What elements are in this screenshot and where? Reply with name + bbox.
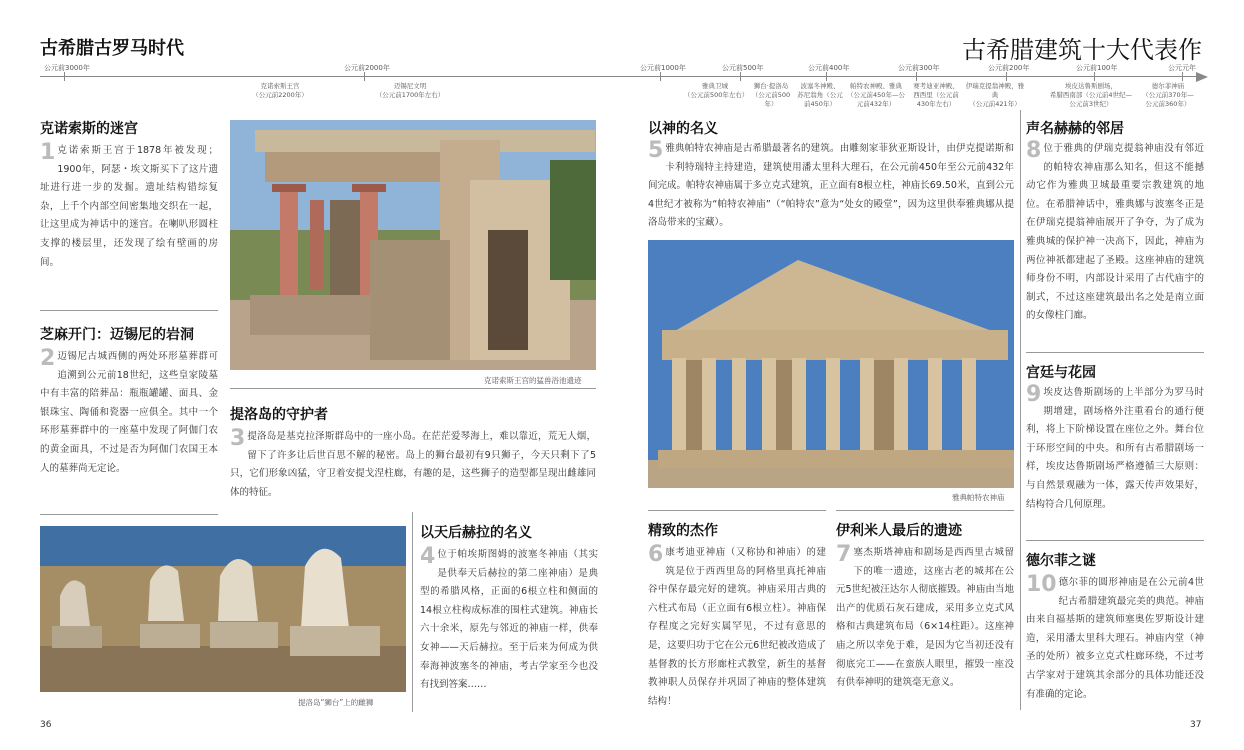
article-title: 声名赫赫的邻居: [1026, 121, 1124, 137]
timeline-event: 克诺索斯王宫 （公元前2200年）: [252, 82, 308, 99]
timeline-arrow-icon: [1196, 72, 1208, 82]
article-number: 7: [836, 542, 852, 567]
photo-caption: 克诺索斯王宫的猛兽浴池遗迹: [484, 376, 582, 385]
article-body: 10 德尔菲的圆形神庙是在公元前4世纪古希腊建筑最完美的典范。神庙由来自福基斯的建筑师塞奥佐罗斯设计建造，采用潘太里科大理石。神庙内堂（神圣的处所）被多立克式柱廊环绕，不过考古学家对于建筑其余部分的具体功能还没有准确的定论。: [1026, 572, 1204, 700]
timeline-tick-label: 公元前300年: [898, 64, 940, 72]
photo-caption: 提洛岛“狮台”上的雌狮: [298, 698, 374, 707]
article-body: 5 雅典帕特农神庙是古希腊最著名的建筑。由雕刻家菲狄亚斯设计，由伊克提诺斯和卡利特瑞特主持建造，建筑使用潘太里科大理石，在公元前450年至公元前432年间完成。帕特农神庙属于多立克式建筑，正立面有8根立柱，神庙长69.50米，直到公元4世纪才被称为“帕特农神庙”（“帕特农”意为“处女的殿堂”，因为这里供奉雅典娜从提洛岛带来的宝藏）。: [648, 138, 1014, 229]
delos-lions-photo: [40, 526, 406, 692]
article-number: 6: [648, 542, 664, 567]
article-body: 1 克诺索斯王宫于1878年被发现；1900年，阿瑟・埃文斯买下了这片遗址进行进一步的发掘。遗址结构错综复杂，上千个内部空间密集地交织在一起，让这里成为神话中的迷宫。在喇叭形圆柱支撑的楼层里，还发现了绘有壁画的房间。: [40, 140, 218, 268]
article-title: 以天后赫拉的名义: [420, 525, 532, 541]
timeline-tick: [660, 72, 661, 81]
divider: [1026, 540, 1204, 541]
photo-caption: 雅典帕特农神庙: [952, 493, 1005, 502]
knossos-photo: [230, 120, 596, 370]
timeline-event: 德尔菲神庙 （公元前370年—公元前360年）: [1142, 82, 1194, 108]
page-number-left: 36: [40, 720, 52, 730]
timeline-event: 伊瑞克提翁神殿，雅典 （公元前421年）: [965, 82, 1025, 108]
article-number: 3: [230, 426, 246, 451]
article-title: 克诺索斯的迷宫: [40, 121, 138, 137]
timeline-event: 帕特农神殿、雅典 （公元前450年—公元前432年）: [847, 82, 905, 108]
article-number: 5: [648, 138, 664, 163]
timeline-tick-label: 公元前100年: [1076, 64, 1118, 72]
timeline-tick: [364, 72, 365, 81]
divider: [40, 310, 218, 311]
timeline-event: 迈锡尼文明 （公元前1700年左右）: [375, 82, 445, 99]
timeline-tick: [740, 72, 741, 81]
divider: [836, 510, 1014, 511]
article-number: 9: [1026, 382, 1042, 407]
article-number: 10: [1026, 572, 1057, 597]
timeline-tick: [1094, 72, 1095, 81]
timeline-axis: [40, 76, 1200, 77]
article-body: 9 埃皮达鲁斯剧场的上半部分为罗马时期增建，剧场格外注重看台的通行便利，将上下阶梯设置在座位之外。舞台位于环形空间的中央。和所有古希腊剧场一样，埃皮达鲁斯剧场严格遵循三大原则：与自然景观融为一体，露天传声效果好，结构符合几何原理。: [1026, 382, 1204, 510]
divider: [230, 388, 596, 389]
left-section-title: 古希腊古罗马时代: [40, 38, 184, 59]
timeline-tick-label: 公元前2000年: [344, 64, 390, 72]
divider: [40, 514, 218, 515]
timeline-event: 雅典卫城 （公元前500年左右）: [684, 82, 749, 99]
article-number: 4: [420, 544, 436, 569]
article-title: 以神的名义: [648, 121, 718, 137]
timeline-event: 赛考迪亚神殿、 西西里（公元前430年左右）: [913, 82, 959, 108]
timeline-event: 埃皮达鲁斯剧场， 希腊西南部（公元前4世纪—公元前3世纪）: [1049, 82, 1133, 108]
article-number: 2: [40, 346, 56, 371]
article-title: 芝麻开门：迈锡尼的岩洞: [40, 327, 194, 343]
timeline-tick-label: 公元前1000年: [640, 64, 686, 72]
timeline-tick: [1182, 72, 1183, 81]
divider: [1026, 352, 1204, 353]
page-number-right: 37: [1190, 720, 1202, 730]
article-title: 伊利米人最后的遗迹: [836, 523, 962, 539]
timeline-tick-label: 公元前500年: [722, 64, 764, 72]
right-section-title: 古希腊建筑十大代表作: [962, 36, 1202, 64]
timeline-tick: [826, 72, 827, 81]
article-body: 4 位于帕埃斯图姆的波塞冬神庙（其实是供奉天后赫拉的第二座神庙）是典型的希腊风格，正面的6根立柱和侧面的14根立柱构成标准的围柱式建筑。神庙长六十余米，原先与邻近的神庙一样，供奉女神——天后赫拉。至于后来为何成为供奉海神波塞冬的神庙，考古学家至今也没有找到答案……: [420, 544, 598, 691]
article-body: 3 提洛岛是基克拉泽斯群岛中的一座小岛。在茫茫爱琴海上，难以靠近，荒无人烟，留下了许多让后世百思不解的秘密。岛上的狮台最初有9只狮子，今天只剩下了5只，它们形象凶猛，守卫着安提戈涅柱廊，有趣的是，这些狮子的造型都呈现出雌雄同体的特征。: [230, 426, 596, 498]
timeline-event: 狮台·提洛岛 （公元前500年）: [751, 82, 791, 108]
article-body: 7 塞杰斯塔神庙和剧场是西西里古城留下的唯一遗迹，这座古老的城邦在公元5世纪被汪达尔人彻底摧毁。神庙由当地出产的优质石灰石建成，采用多立克式风格和古典建筑布局（6×14柱距）。这座神庙之所以幸免于难，是因为它当初还没有彻底完工——在蛮族人眼里，摧毁一座没有供奉神明的建筑毫无意义。: [836, 542, 1014, 689]
timeline-tick-label: 公元元年: [1168, 64, 1196, 72]
article-title: 精致的杰作: [648, 523, 718, 539]
divider: [1020, 110, 1021, 710]
article-title: 宫廷与花园: [1026, 365, 1096, 381]
article-title: 德尔菲之谜: [1026, 553, 1096, 569]
divider: [412, 512, 413, 712]
timeline-tick: [64, 72, 65, 81]
timeline-tick-label: 公元前400年: [808, 64, 850, 72]
timeline-tick-label: 公元前200年: [988, 64, 1030, 72]
article-body: 2 迈锡尼古城西侧的两处环形墓葬群可追溯到公元前18世纪，这些皇家陵墓中有丰富的陪葬品：瓶瓶罐罐、面具、金银珠宝、陶俑和瓷器一应俱全。其中一个环形墓葬群中的一座墓中发现了阿伽门农的黄金面具，不过是否为阿伽门农国王本人的墓葬尚无定论。: [40, 346, 218, 474]
article-body: 8 位于雅典的伊瑞克提翁神庙没有邻近的帕特农神庙那么知名，但这不能撼动它作为雅典卫城最重要宗教建筑的地位。在希腊神话中，雅典娜与波塞冬正是在伊瑞克提翁神庙展开了争夺，为了成为雅典城的保护神一决高下，因此，神庙为两位神祇都建起了圣殿。这座神庙的建筑师身份不明，内部设计采用了古代庙宇的制式，不过这座建筑最出名之处是南立面的女像柱门廊。: [1026, 138, 1204, 322]
timeline-tick: [916, 72, 917, 81]
timeline-event: 波塞冬神殿、 苏尼翁角（公元前450年）: [797, 82, 843, 108]
parthenon-photo: [648, 240, 1014, 488]
article-body: 6 康考迪亚神庙（又称协和神庙）的建筑是位于西西里岛的阿格里真托神庙谷中保存最完好的建筑。神庙采用古典的六柱式布局（正立面有6根立柱）。神庙保存程度之完好实属罕见，不过有意思的是，这要归功于它在公元6世纪被改造成了基督教的长方形廊柱式教堂，新生的基督教神职人员保存并巩固了神庙的整体建筑结构！: [648, 542, 826, 707]
article-number: 8: [1026, 138, 1042, 163]
article-number: 1: [40, 140, 56, 165]
timeline-tick-label: 公元前3000年: [44, 64, 90, 72]
divider: [648, 510, 826, 511]
timeline-tick: [1006, 72, 1007, 81]
article-title: 提洛岛的守护者: [230, 407, 328, 423]
